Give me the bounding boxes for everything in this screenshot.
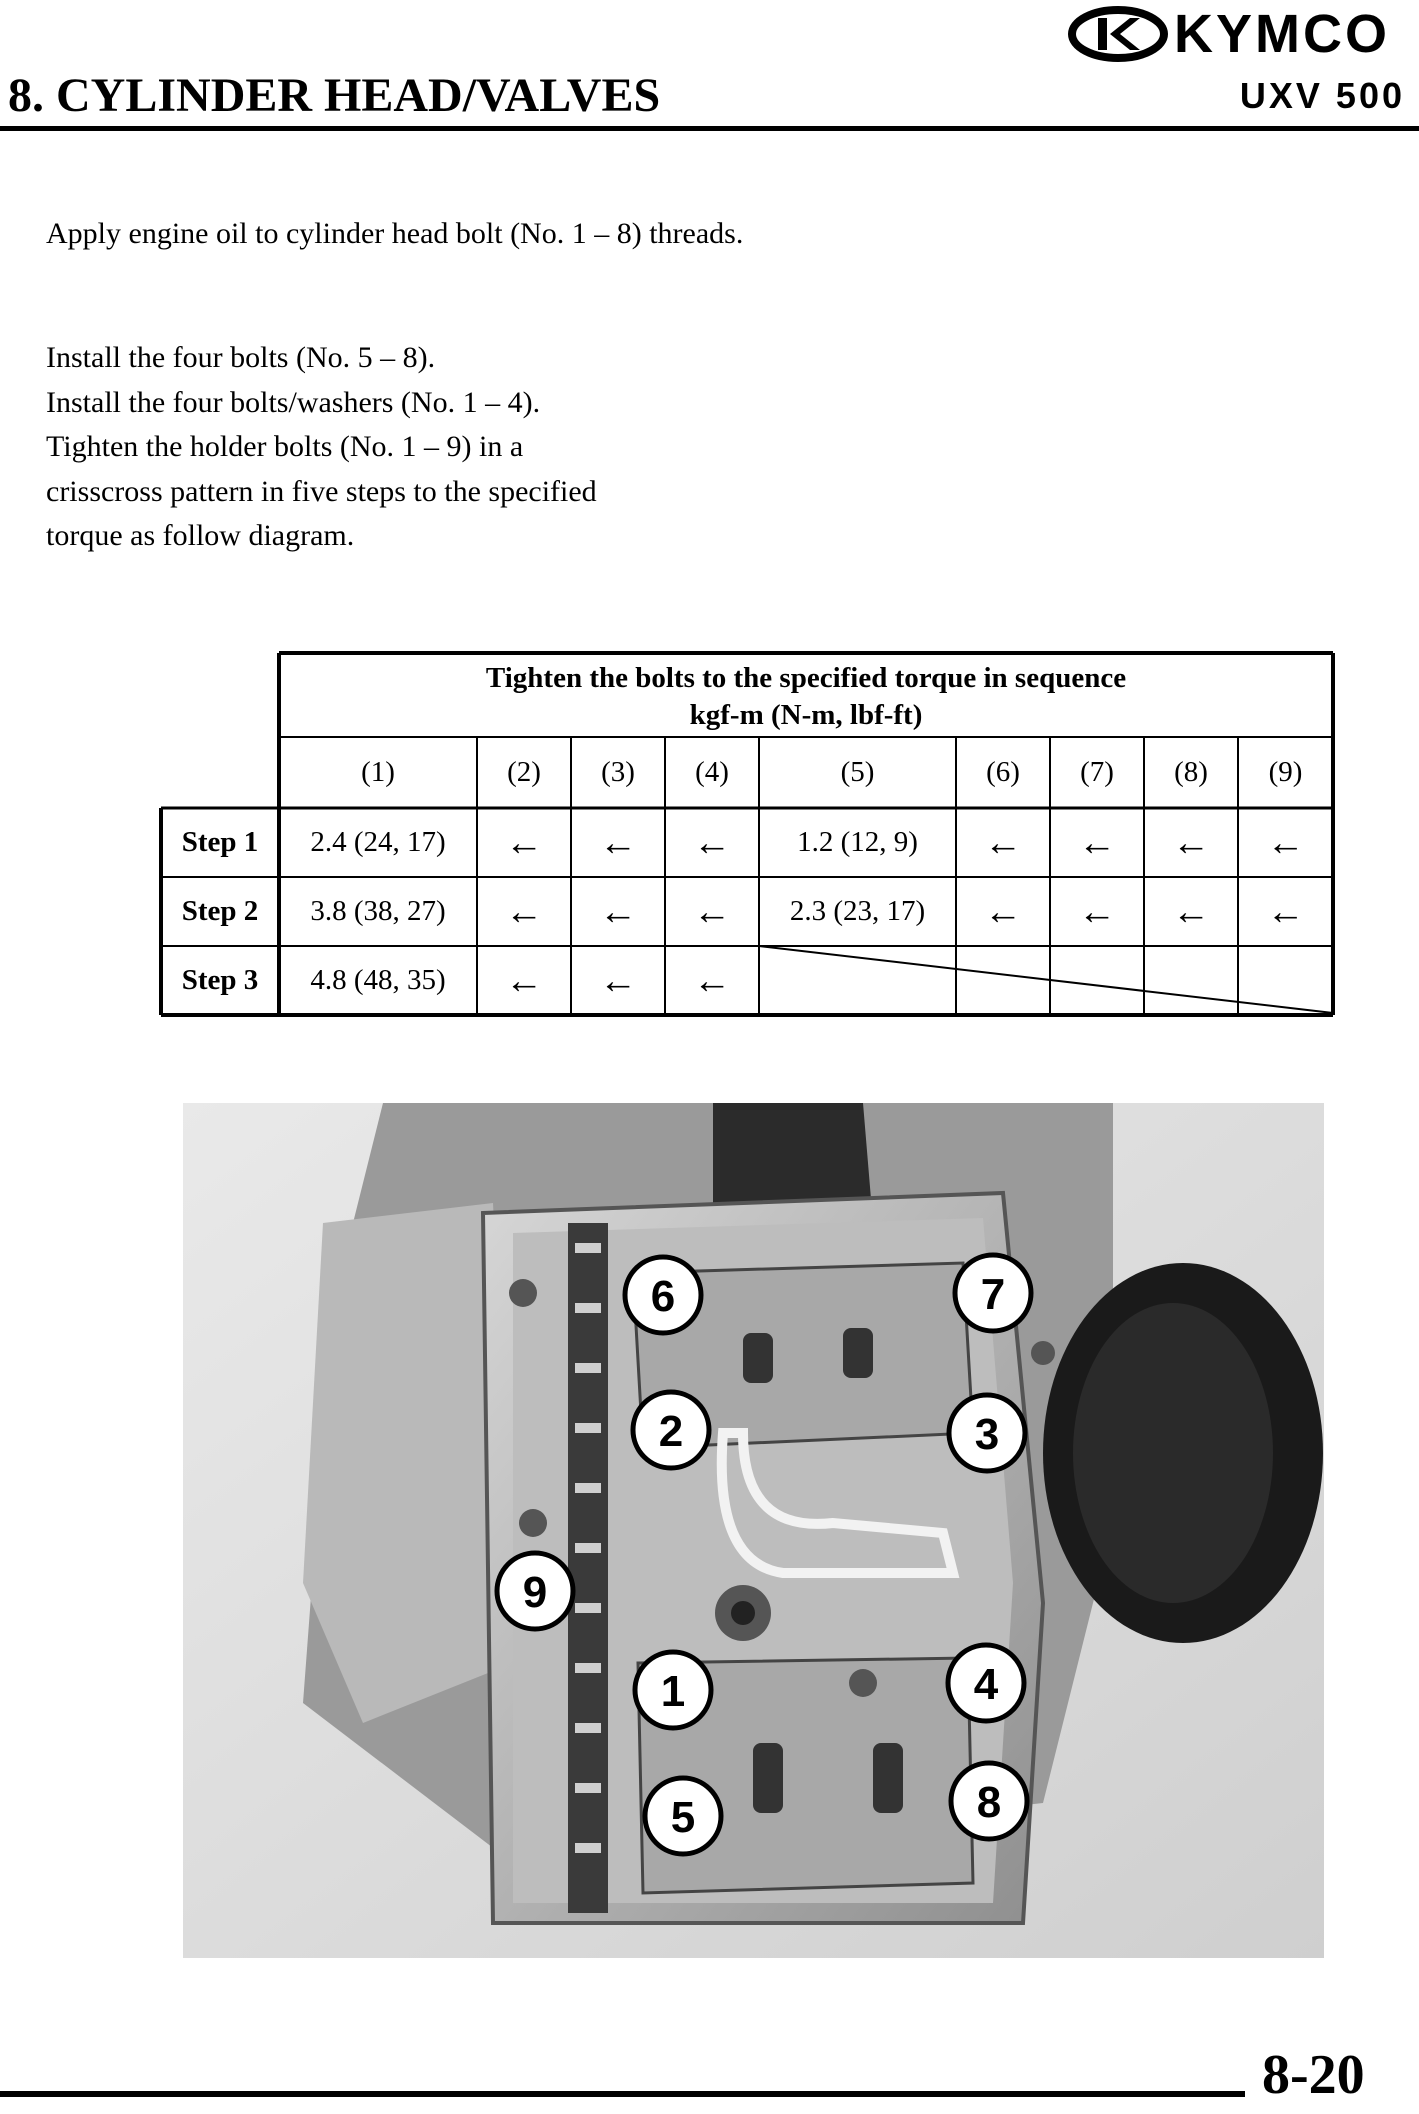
same-as-left-arrow: ← [693,959,731,1002]
same-as-left-arrow: ← [599,959,637,1002]
column-header: (1) [361,756,395,788]
bolt-callout [497,1553,573,1629]
column-header: (9) [1268,756,1303,788]
same-as-left-arrow: ← [1078,890,1116,933]
column-header: (7) [1080,756,1114,788]
cylinder-head-illustration [183,1103,1324,1958]
same-as-left-arrow: ← [599,890,637,933]
bolt-callout [635,1652,711,1728]
cylinder-head-photo [183,1103,1324,1958]
bolt-callout [955,1255,1031,1331]
bolt-callout [633,1392,709,1468]
bolt-number: 6 [650,1272,676,1321]
same-as-left-arrow: ← [693,890,731,933]
instruction-line: torque as follow diagram. [46,519,355,552]
torque-value: 1.2 (12, 9) [797,826,918,858]
torque-value: 2.3 (23, 17) [789,895,926,927]
same-as-left-arrow: ← [1266,890,1305,933]
column-header: (8) [1174,756,1208,788]
kymco-logo-icon [1068,6,1168,62]
bolt-number: 4 [973,1660,999,1709]
instruction-line: Tighten the holder bolts (No. 1 – 9) in a [46,430,524,463]
bolt-number: 5 [670,1793,696,1842]
footer-rule [0,2091,1245,2097]
same-as-left-arrow: ← [1172,821,1210,864]
same-as-left-arrow: ← [505,959,543,1002]
torque-value: 3.8 (38, 27) [310,895,446,927]
column-header: (5) [840,756,875,788]
same-as-left-arrow: ← [505,821,543,864]
same-as-left-arrow: ← [693,821,731,864]
bolt-callout [625,1257,701,1333]
column-header: (6) [986,756,1020,788]
install-instructions [46,336,746,559]
oil-instruction: Apply engine oil to cylinder head bolt (No. 1 – 8) threads. [46,217,744,250]
instruction-line: crisscross pattern in five steps to the specified [46,474,597,508]
torque-table [159,651,1335,1017]
chapter-title: 8. CYLINDER HEAD/VALVES [8,69,661,122]
column-header: (4) [695,756,729,788]
same-as-left-arrow: ← [1266,821,1305,864]
torque-value: 2.4 (24, 17) [310,826,446,858]
model-name: UXV 500 [1239,75,1405,116]
brand-name: KYMCO [1174,4,1390,64]
torque-value: 4.8 (48, 35) [310,964,446,996]
column-header: (2) [507,756,541,788]
bolt-number: 1 [660,1667,686,1716]
row-label: Step 2 [181,895,259,927]
same-as-left-arrow: ← [1078,821,1116,864]
bolt-callout [951,1763,1027,1839]
instruction-line: Install the four bolts (No. 5 – 8). [46,341,436,374]
same-as-left-arrow: ← [599,821,637,864]
page-number: 8-20 [1262,2044,1365,2106]
bolt-number: 9 [522,1568,548,1617]
table-units: kgf-m (N-m, lbf-ft) [689,698,923,731]
same-as-left-arrow: ← [984,890,1022,933]
bolt-callout [645,1778,721,1854]
row-label: Step 3 [181,964,259,996]
same-as-left-arrow: ← [505,890,543,933]
bolt-number: 3 [974,1410,1000,1459]
column-header: (3) [601,756,635,788]
same-as-left-arrow: ← [984,821,1022,864]
bolt-number: 2 [658,1407,684,1456]
row-label: Step 1 [181,826,259,858]
same-as-left-arrow: ← [1172,890,1210,933]
table-caption: Tighten the bolts to the specified torque in sequence [485,661,1127,694]
instruction-line: Install the four bolts/washers (No. 1 – 4). [46,385,541,419]
header-rule [0,126,1419,131]
bolt-callout [949,1395,1025,1471]
kymco-logo [1068,6,1413,62]
bolt-number: 7 [980,1270,1006,1319]
bolt-number: 8 [976,1778,1002,1827]
bolt-callout [948,1645,1024,1721]
